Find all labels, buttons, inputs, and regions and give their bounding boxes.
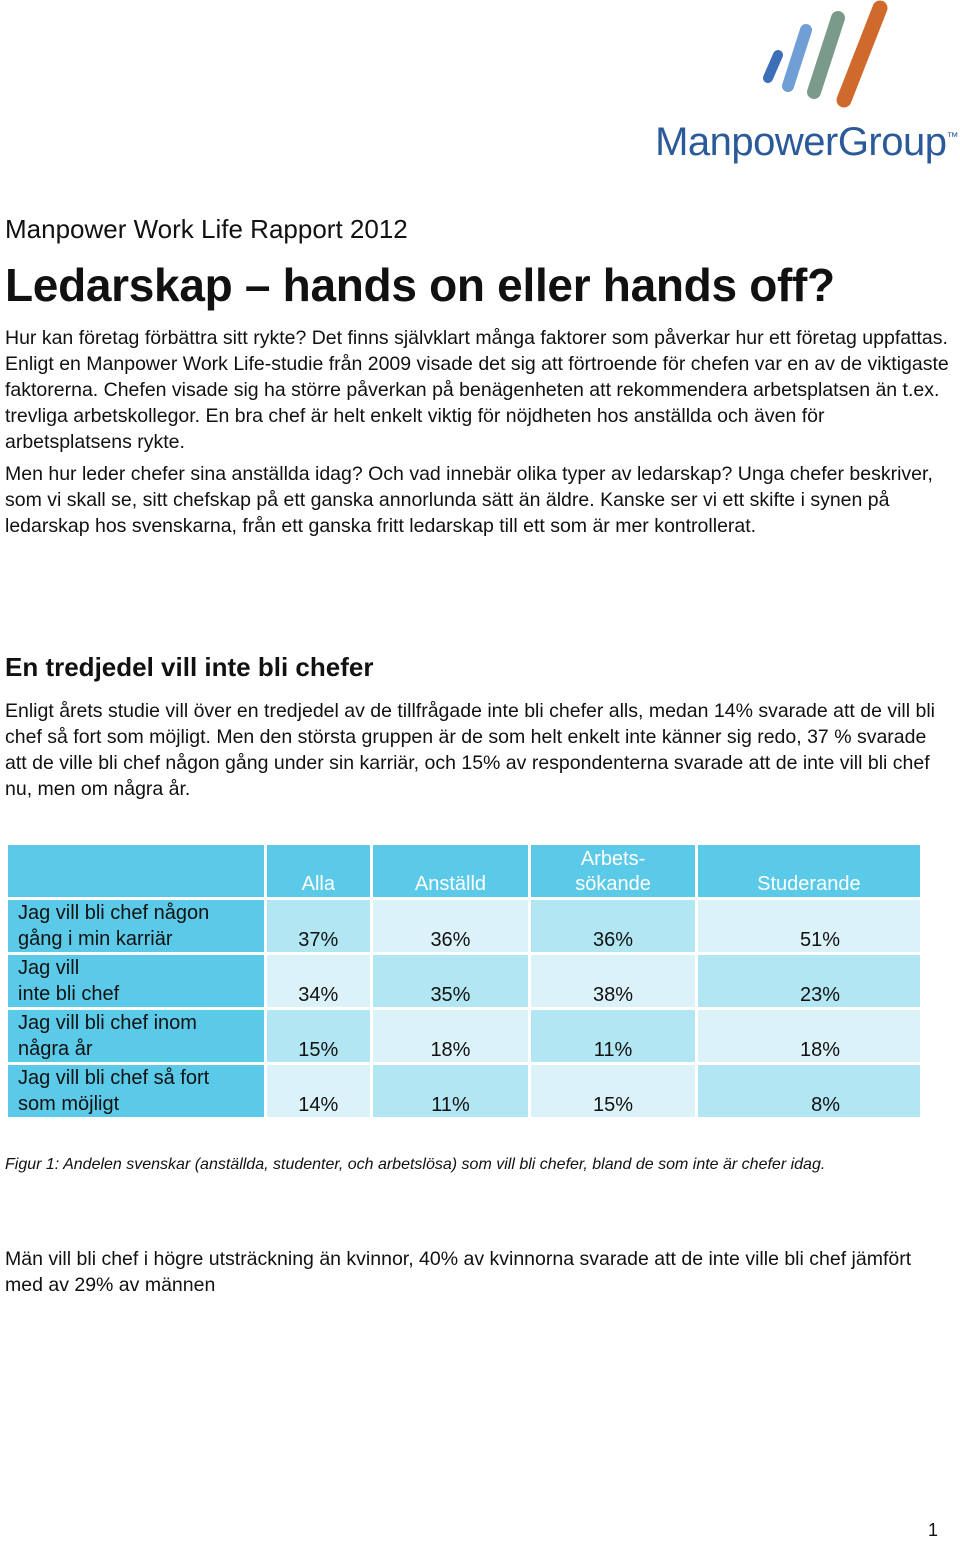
table-cell: 38% (531, 955, 694, 1007)
table-cell: 11% (373, 1065, 529, 1117)
report-subtitle: Manpower Work Life Rapport 2012 (5, 214, 408, 244)
row-label: Jag vill bli chef så fort som möjligt (8, 1065, 264, 1117)
intro-paragraph-1: Hur kan företag förbättra sitt rykte? Det finns självklart många faktorer som påverkar hur ett företag uppfattas. Enligt en Manpower Work Life-studie från 2009 visade det sig att förtroende för chefen var en av de viktigaste faktorerna. Chefen visade sig ha större påverkan på benägenheten att rekommendera arbetsplatsen än t.ex. trevliga arbetskollegor. En bra chef är helt enkelt viktig för nöjdheten hos anställda och även för arbetsplatsens rykte. (5, 327, 949, 453)
table-cell: 35% (373, 955, 529, 1007)
table-cell: 37% (267, 900, 370, 952)
section-heading: En tredjedel vill inte bli chefer (5, 652, 374, 682)
table-header-row (8, 845, 920, 897)
column-header-arbetssokande: Arbets- sökande (531, 845, 694, 897)
table-cell: 51% (698, 900, 920, 952)
column-header-anstalld: Anställd (373, 845, 529, 897)
intro-text (5, 325, 950, 545)
closing-paragraph: Män vill bli chef i högre utsträckning än kvinnor, 40% av kvinnorna svarade att de inte ville bli chef jämfört med av 29% av männen (5, 1248, 912, 1296)
table-row (8, 1065, 920, 1117)
intro-paragraph-2: Men hur leder chefer sina anställda idag? Och vad innebär olika typer av ledarskap? Unga chefer beskriver, som vi skall se, sitt chefskap på ett ganska annorlunda sätt än äldre. Kanske ser vi ett skifte i synen på ledarskap hos svenskarna, från ett ganska fritt ledarskap till ett som är mer kontrollerat. (5, 463, 933, 537)
table-cell: 34% (267, 955, 370, 1007)
table-row (8, 900, 920, 952)
table-cell: 36% (373, 900, 529, 952)
row-label: Jag vill bli chef inom några år (8, 1010, 264, 1062)
table-cell: 15% (531, 1065, 694, 1117)
survey-table (5, 842, 923, 1120)
table-cell: 36% (531, 900, 694, 952)
page-title: Ledarskap – hands on eller hands off? (5, 259, 835, 311)
section-paragraph: Enligt årets studie vill över en tredjedel av de tillfrågade inte bli chefer alls, medan 14% svarade att de vill bli chef så fort som möjligt. Men den största gruppen är de som helt enkelt inte känner sig redo, 37 % svarade att de ville bli chef någon gång under sin karriär, och 15% av respondenterna svarade att de inte vill bli chef nu, men om några år. (5, 700, 936, 800)
table-cell: 18% (373, 1010, 529, 1062)
table-cell: 23% (698, 955, 920, 1007)
row-label: Jag vill inte bli chef (8, 955, 264, 1007)
table-row (8, 1010, 920, 1062)
table-cell: 11% (531, 1010, 694, 1062)
logo-wordmark: ManpowerGroup™ (655, 120, 958, 164)
manpowergroup-logo (640, 0, 960, 180)
table-row (8, 955, 920, 1007)
column-header-alla: Alla (267, 845, 370, 897)
figure-caption: Figur 1: Andelen svenskar (anställda, studenter, och arbetslösa) som vill bli chefer, bland de som inte är chefer idag. (5, 1156, 826, 1173)
table-cell: 8% (698, 1065, 920, 1117)
table-cell: 14% (267, 1065, 370, 1117)
page-number: 1 (927, 1520, 938, 1540)
row-label: Jag vill bli chef någon gång i min karriär (8, 900, 264, 952)
table-corner-cell (8, 845, 264, 897)
logo-stripes-icon (748, 0, 898, 115)
table-cell: 18% (698, 1010, 920, 1062)
column-header-studerande: Studerande (698, 845, 920, 897)
table-cell: 15% (267, 1010, 370, 1062)
